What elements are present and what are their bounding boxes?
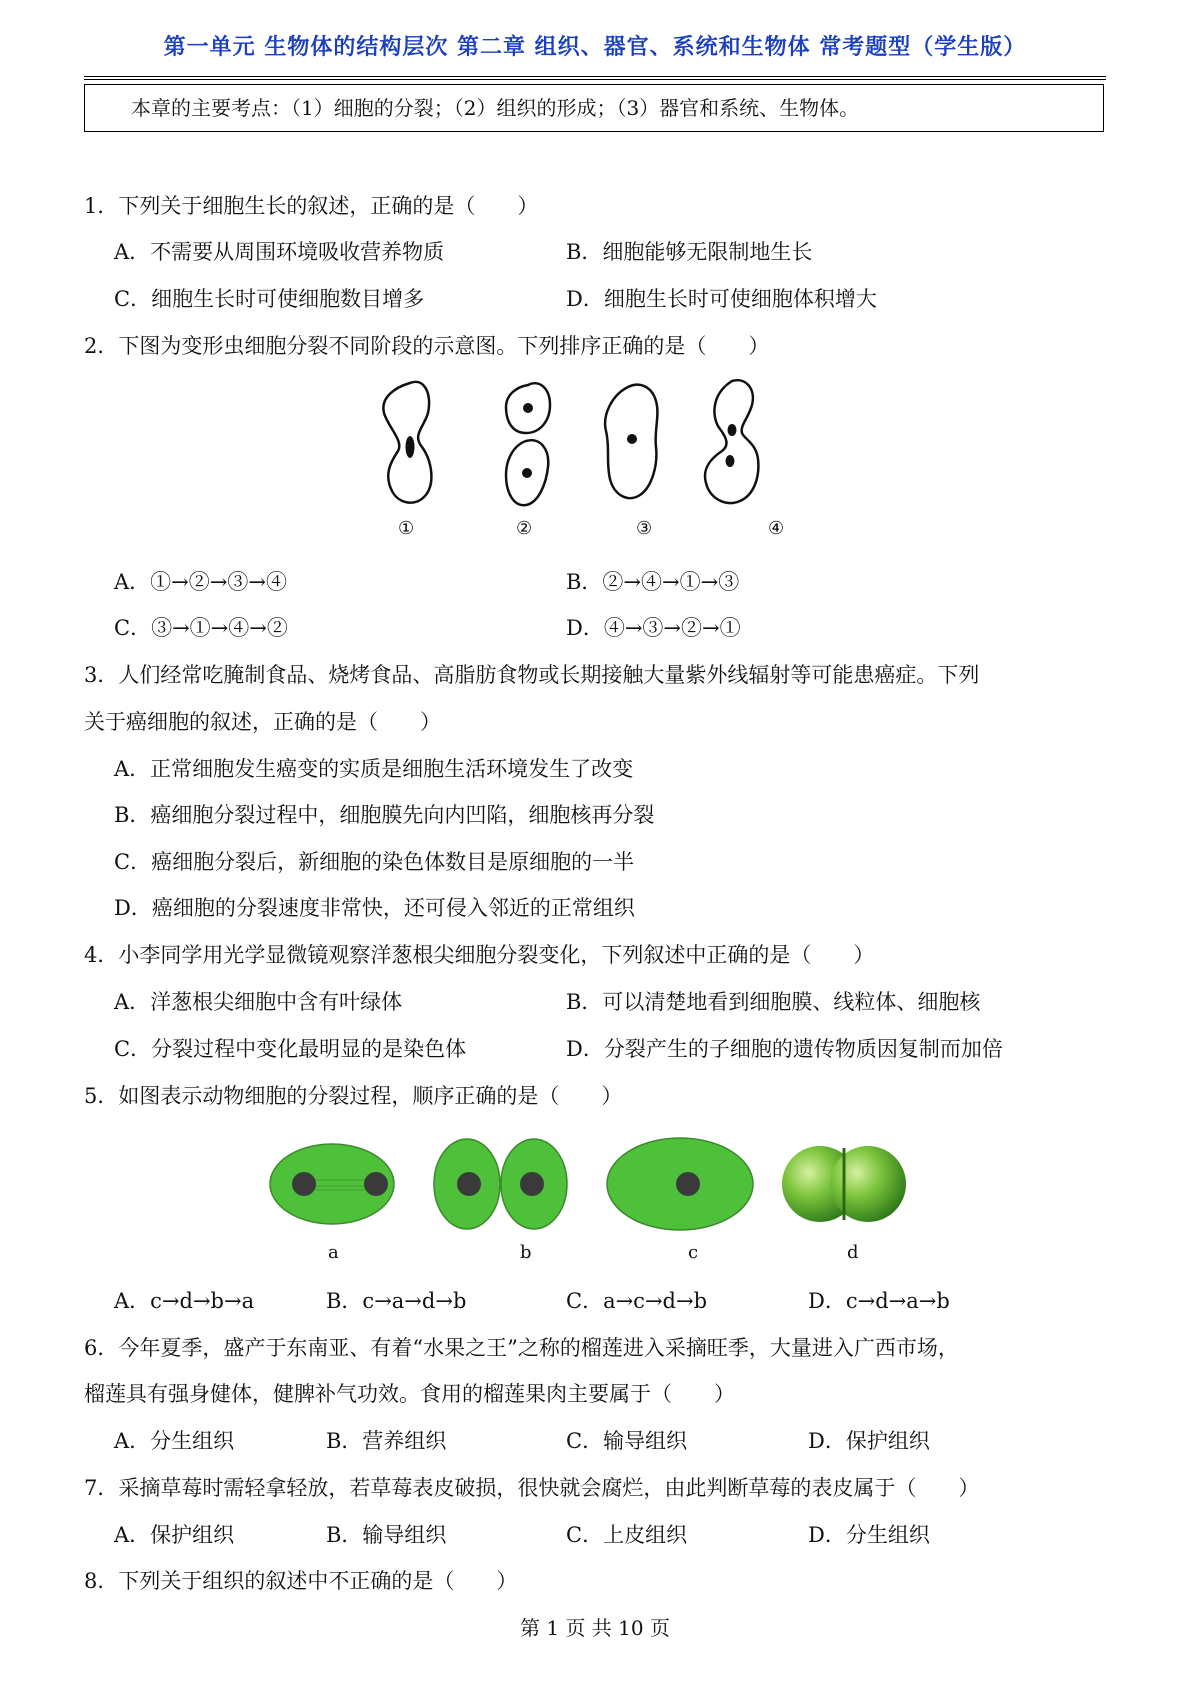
- question-1-option-a[interactable]: A．不需要从周围环境吸收营养物质: [114, 240, 445, 264]
- figure-5-label-a: a: [328, 1242, 339, 1263]
- question-7-option-d[interactable]: D．分生组织: [808, 1523, 930, 1547]
- amoeba-nucleus-3: [627, 434, 637, 444]
- cell-c-nucleus: [676, 1172, 700, 1196]
- question-8-stem: 8．下列关于组织的叙述中不正确的是（ ）: [84, 1569, 518, 1593]
- amoeba-nucleus-4a: [728, 424, 737, 436]
- amoeba-division-figure: [370, 375, 820, 525]
- key-points-box: 本章的主要考点：（1）细胞的分裂；（2）组织的形成；（3）器官和系统、生物体。: [84, 84, 1104, 132]
- question-6-stem-line1: 6．今年夏季，盛产于东南亚、有着“水果之王”之称的榴莲进入采摘旺季，大量进入广西市场，: [84, 1336, 959, 1360]
- figure-2-label-4: ④: [768, 518, 785, 539]
- question-4-stem: 4．小李同学用光学显微镜观察洋葱根尖细胞分裂变化，下列叙述中正确的是（ ）: [84, 943, 875, 967]
- question-4-option-b[interactable]: B．可以清楚地看到细胞膜、线粒体、细胞核: [566, 990, 981, 1014]
- question-5-option-a[interactable]: A．c→d→b→a: [114, 1289, 255, 1313]
- question-7-option-a[interactable]: A．保护组织: [114, 1523, 235, 1547]
- question-4-option-d[interactable]: D．分裂产生的子细胞的遗传物质因复制而加倍: [566, 1037, 1003, 1061]
- question-4-option-c[interactable]: C．分裂过程中变化最明显的是染色体: [114, 1037, 467, 1061]
- question-5-option-d[interactable]: D．c→d→a→b: [808, 1289, 950, 1313]
- question-7-option-c[interactable]: C．上皮组织: [566, 1523, 688, 1547]
- question-7-stem: 7．采摘草莓时需轻拿轻放，若草莓表皮破损，很快就会腐烂，由此判断草莓的表皮属于（ ）: [84, 1476, 980, 1500]
- question-6-option-b[interactable]: B．营养组织: [326, 1429, 447, 1453]
- cell-a-chromosome-left: [292, 1172, 316, 1196]
- amoeba-nucleus-1: [406, 436, 415, 458]
- question-3-option-b[interactable]: B．癌细胞分裂过程中，细胞膜先向内凹陷，细胞核再分裂: [114, 803, 655, 827]
- question-7-option-b[interactable]: B．输导组织: [326, 1523, 447, 1547]
- figure-2-label-1: ①: [398, 518, 415, 539]
- question-2-option-a[interactable]: A．①→②→③→④: [114, 570, 287, 594]
- amoeba-nucleus-2a: [523, 403, 533, 413]
- question-2-option-b[interactable]: B．②→④→①→③: [566, 570, 740, 594]
- question-2-stem: 2．下图为变形虫细胞分裂不同阶段的示意图。下列排序正确的是（ ）: [84, 334, 770, 358]
- animal-cell-division-figure: [270, 1128, 920, 1243]
- question-3-option-d[interactable]: D．癌细胞的分裂速度非常快，还可侵入邻近的正常组织: [114, 896, 635, 920]
- question-5-stem: 5．如图表示动物细胞的分裂过程，顺序正确的是（ ）: [84, 1084, 623, 1108]
- question-1-option-c[interactable]: C．细胞生长时可使细胞数目增多: [114, 287, 425, 311]
- page-number: 第 1 页 共 10 页: [520, 1616, 670, 1640]
- figure-5-label-d: d: [847, 1242, 859, 1263]
- question-1-stem: 1．下列关于细胞生长的叙述，正确的是（ ）: [84, 194, 539, 218]
- question-6-option-c[interactable]: C．输导组织: [566, 1429, 688, 1453]
- figure-5-label-b: b: [520, 1242, 532, 1263]
- header-rule-top: [84, 76, 1106, 77]
- question-3-option-c[interactable]: C．癌细胞分裂后，新细胞的染色体数目是原细胞的一半: [114, 850, 635, 874]
- page-title: 第一单元 生物体的结构层次 第二章 组织、器官、系统和生物体 常考题型（学生版）: [163, 34, 1027, 60]
- amoeba-cell-4: [705, 380, 758, 503]
- header-rule-bottom: [84, 79, 1106, 80]
- figure-2-label-3: ③: [636, 518, 653, 539]
- question-4-option-a[interactable]: A．洋葱根尖细胞中含有叶绿体: [114, 990, 403, 1014]
- question-2-option-c[interactable]: C．③→①→④→②: [114, 616, 288, 640]
- figure-5-label-c: c: [688, 1242, 699, 1263]
- cell-b-nucleus-left: [457, 1172, 481, 1196]
- cell-b-nucleus-right: [520, 1172, 544, 1196]
- question-1-option-b[interactable]: B．细胞能够无限制地生长: [566, 240, 813, 264]
- question-3-option-a[interactable]: A．正常细胞发生癌变的实质是细胞生活环境发生了改变: [114, 757, 634, 781]
- question-3-stem-line1: 3．人们经常吃腌制食品、烧烤食品、高脂肪食物或长期接触大量紫外线辐射等可能患癌症。下列: [84, 663, 980, 687]
- question-2-option-d[interactable]: D．④→③→②→①: [566, 616, 741, 640]
- question-6-option-a[interactable]: A．分生组织: [114, 1429, 235, 1453]
- question-6-stem-line2: 榴莲具有强身健体，健脾补气功效。食用的榴莲果肉主要属于（ ）: [84, 1382, 735, 1406]
- amoeba-nucleus-2b: [522, 468, 532, 478]
- cell-d-right: [830, 1146, 906, 1222]
- question-1-option-d[interactable]: D．细胞生长时可使细胞体积增大: [566, 287, 877, 311]
- question-6-option-d[interactable]: D．保护组织: [808, 1429, 930, 1453]
- question-3-stem-line2: 关于癌细胞的叙述，正确的是（ ）: [84, 710, 441, 734]
- amoeba-nucleus-4b: [726, 455, 735, 467]
- figure-2-label-2: ②: [516, 518, 533, 539]
- question-5-option-c[interactable]: C．a→c→d→b: [566, 1289, 708, 1313]
- question-5-option-b[interactable]: B．c→a→d→b: [326, 1289, 467, 1313]
- cell-a-chromosome-right: [364, 1172, 388, 1196]
